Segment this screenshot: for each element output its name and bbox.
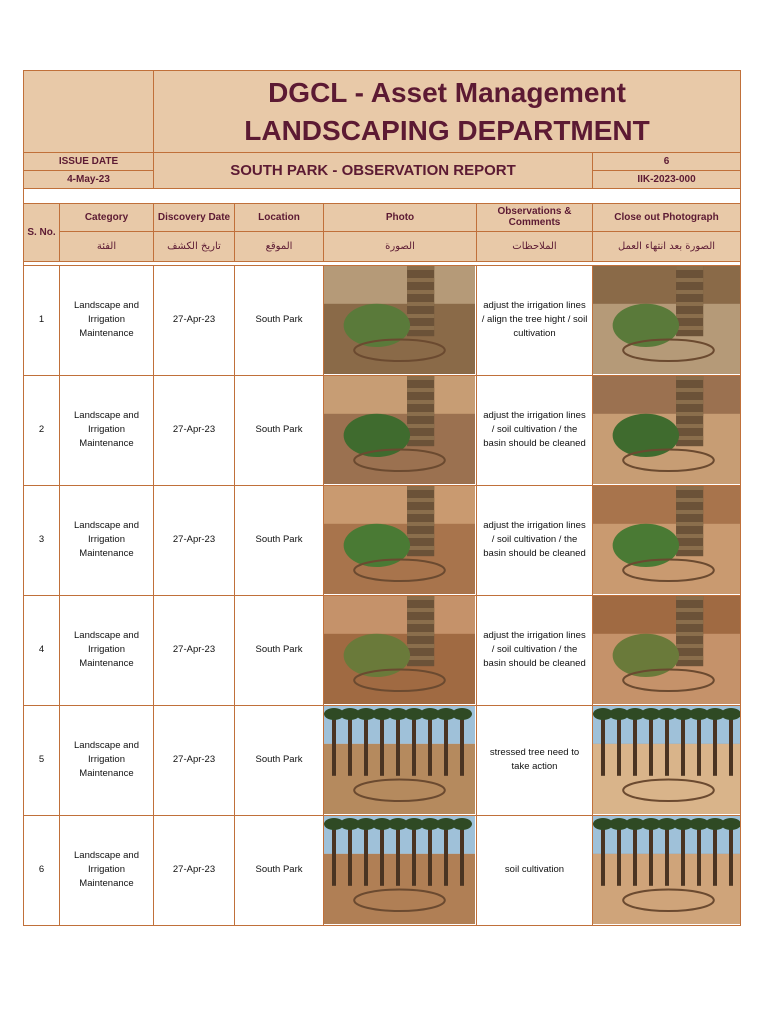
row-date: 27-Apr-23 [154,265,235,375]
row-number: 5 [24,705,60,815]
col-observations: Observations & Comments [477,203,593,231]
row-location: South Park [235,375,324,485]
row-closeout-photo [593,705,741,815]
col-closeout: Close out Photograph [593,203,741,231]
row-number: 6 [24,815,60,925]
row-closeout-photo [593,375,741,485]
col-photo: Photo [324,203,477,231]
col-discovery-ar: تاريخ الكشف [154,231,235,261]
col-location-ar: الموقع [235,231,324,261]
row-location: South Park [235,265,324,375]
issue-date-value: 4-May-23 [24,171,154,189]
observation-report [23,70,740,926]
row-photo [324,265,477,375]
row-location: South Park [235,815,324,925]
table-row [24,595,741,705]
col-closeout-ar: الصورة بعد انتهاء العمل [593,231,741,261]
table-row [24,485,741,595]
row-location: South Park [235,485,324,595]
issue-date-label: ISSUE DATE [24,153,154,171]
row-photo [324,485,477,595]
row-category: Landscape and Irrigation Maintenance [60,375,154,485]
row-observation: stressed tree need to take action [477,705,593,815]
table-row [24,705,741,815]
row-date: 27-Apr-23 [154,705,235,815]
table-row [24,815,741,925]
col-sno: S. No. [24,203,60,261]
row-date: 27-Apr-23 [154,375,235,485]
title-line2: LANDSCAPING DEPARTMENT [244,114,650,146]
row-date: 27-Apr-23 [154,595,235,705]
col-observations-ar: الملاحظات [477,231,593,261]
header-table [23,70,741,203]
row-number: 4 [24,595,60,705]
row-closeout-photo [593,815,741,925]
title-line1: DGCL - Asset Management [268,76,626,108]
col-discovery: Discovery Date [154,203,235,231]
row-number: 2 [24,375,60,485]
row-category: Landscape and Irrigation Maintenance [60,705,154,815]
row-observation: adjust the irrigation lines / align the tree hight / soil cultivation [477,265,593,375]
table-row [24,265,741,375]
row-category: Landscape and Irrigation Maintenance [60,485,154,595]
spacer [24,189,741,203]
observation-table [23,203,741,926]
col-photo-ar: الصورة [324,231,477,261]
col-location: Location [235,203,324,231]
row-date: 27-Apr-23 [154,485,235,595]
row-number: 1 [24,265,60,375]
row-category: Landscape and Irrigation Maintenance [60,815,154,925]
col-category-ar: الفئة [60,231,154,261]
logo-cell [24,71,154,153]
row-photo [324,705,477,815]
ref-number: IIK-2023-000 [593,171,741,189]
row-photo [324,595,477,705]
row-closeout-photo [593,595,741,705]
row-photo [324,375,477,485]
page-number: 6 [593,153,741,171]
table-row [24,375,741,485]
report-title: SOUTH PARK - OBSERVATION REPORT [154,153,593,189]
row-observation: soil cultivation [477,815,593,925]
row-category: Landscape and Irrigation Maintenance [60,265,154,375]
row-location: South Park [235,595,324,705]
col-category: Category [60,203,154,231]
row-closeout-photo [593,485,741,595]
row-closeout-photo [593,265,741,375]
row-observation: adjust the irrigation lines / soil cultivation / the basin should be cleaned [477,595,593,705]
row-number: 3 [24,485,60,595]
row-observation: adjust the irrigation lines / soil cultivation / the basin should be cleaned [477,485,593,595]
row-observation: adjust the irrigation lines / soil cultivation / the basin should be cleaned [477,375,593,485]
row-date: 27-Apr-23 [154,815,235,925]
row-photo [324,815,477,925]
row-category: Landscape and Irrigation Maintenance [60,595,154,705]
row-location: South Park [235,705,324,815]
title-cell [154,71,741,153]
